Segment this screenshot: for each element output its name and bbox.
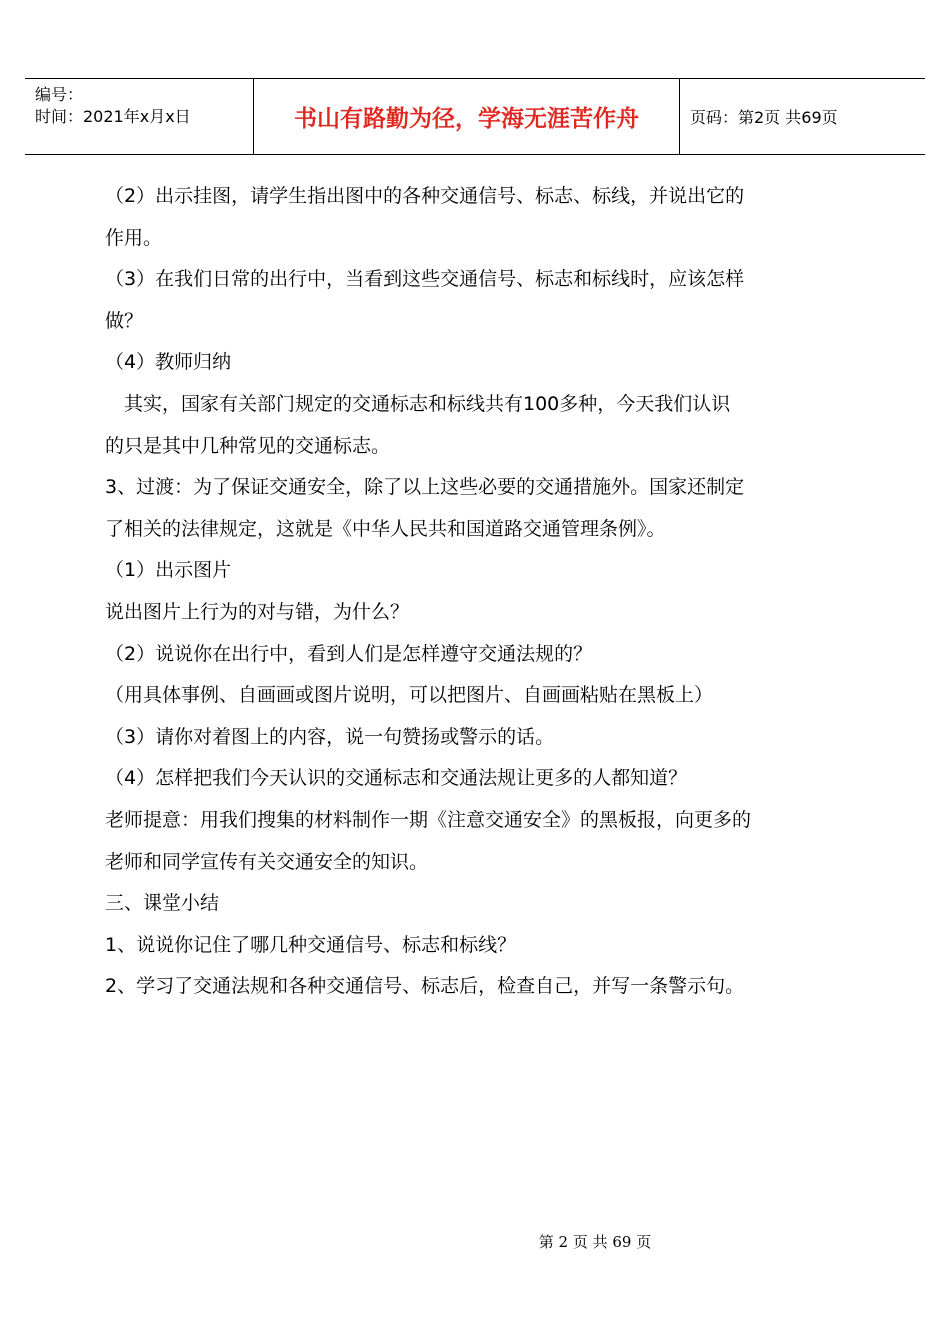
body-line: 老师和同学宣传有关交通安全的知识。 xyxy=(105,850,429,873)
body-line: 的只是其中几种常见的交通标志。 xyxy=(105,434,391,457)
body-line: 做？ xyxy=(105,309,144,332)
document-time-label: 时间：2021年x月x日 xyxy=(35,107,191,126)
page-footer: 第 2 页 共 69 页 xyxy=(538,1233,652,1251)
body-line: （用具体事例、自画画或图片说明，可以把图片、自画画粘贴在黑板上） xyxy=(105,684,714,707)
body-line: （4）怎样把我们今天认识的交通标志和交通法规让更多的人都知道？ xyxy=(105,767,688,790)
body-line: （3）在我们日常的出行中，当看到这些交通信号、标志和标线时，应该怎样 xyxy=(105,268,745,291)
document-number-label: 编号： xyxy=(35,85,84,104)
body-line: 其实，国家有关部门规定的交通标志和标线共有100多种，今天我们认识 xyxy=(105,392,731,415)
body-line: 了相关的法律规定，这就是《中华人民共和国道路交通管理条例》。 xyxy=(105,517,666,540)
body-line: 老师提意：用我们搜集的材料制作一期《注意交通安全》的黑板报，向更多的 xyxy=(105,808,752,831)
header-motto: 书山有路勤为径，学海无涯苦作舟 xyxy=(254,79,680,154)
header-page-info: 页码：第2页 共69页 xyxy=(690,108,838,127)
body-line: （1）出示图片 xyxy=(105,559,232,582)
body-line: 说出图片上行为的对与错，为什么？ xyxy=(105,600,410,623)
body-line: （4）教师归纳 xyxy=(105,351,232,374)
document-body xyxy=(105,176,845,1008)
body-line: （2）说说你在出行中，看到人们是怎样遵守交通法规的？ xyxy=(105,642,593,665)
body-line: （3）请你对着图上的内容，说一句赞扬或警示的话。 xyxy=(105,725,555,748)
header-meta xyxy=(25,79,254,154)
body-line: 三、课堂小结 xyxy=(105,892,220,915)
body-line: （2）出示挂图，请学生指出图中的各种交通信号、标志、标线，并说出它的 xyxy=(105,185,745,207)
body-line: 2、学习了交通法规和各种交通信号、标志后，检查自己，并写一条警示句。 xyxy=(105,975,745,998)
body-line: 3、过渡：为了保证交通安全，除了以上这些必要的交通措施外。国家还制定 xyxy=(105,476,745,499)
body-line: 1、说说你记住了哪几种交通信号、标志和标线？ xyxy=(105,933,517,956)
page-header xyxy=(25,78,925,155)
body-line: 作用。 xyxy=(105,226,163,249)
